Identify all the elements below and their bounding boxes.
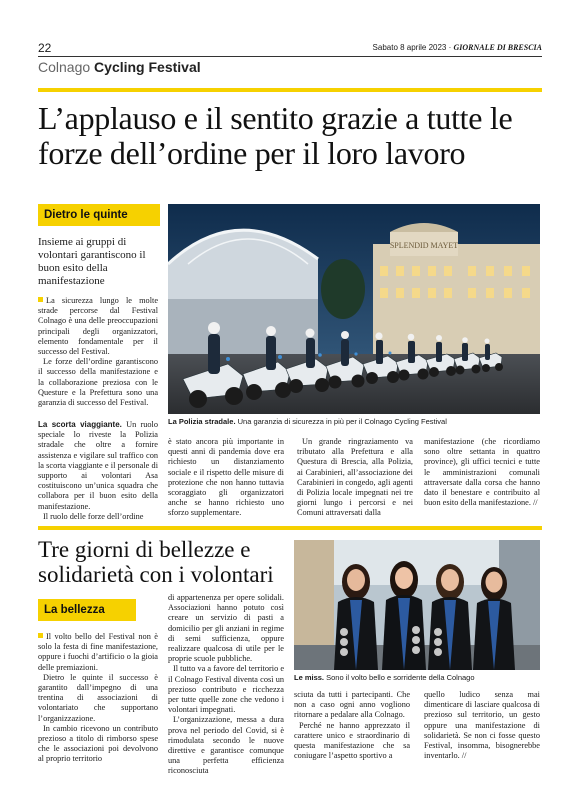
miss-portrait-image xyxy=(294,540,540,670)
article1-subtitle: Insieme ai gruppi di volontari garantiscono il buon esito della manifestazione xyxy=(38,236,146,287)
article2-caption: Le miss. Sono il volto bello e sorridente della Colnago xyxy=(294,673,475,682)
article1-caption: La Polizia stradale. Una garanzia di sicurezza in più per il Colnago Cycling Festival xyxy=(168,417,447,426)
article1-photo xyxy=(168,204,540,414)
article2-p2: Dietro le quinte il successo è garantito dall’impegno di una trentina di associazioni di volontariato che supportano l’organizzazione. xyxy=(38,672,158,723)
article1-column-3: Un grande ringraziamento va tributato alla Prefettura e alla Questura di Brescia, alla Polizia, ai Carabinieri, all’associazione dei Carabinieri in congedo, agli agenti di Polizia locale impegnati nei tre giorni lungo i percorsi e nei Comuni attraversati dalla xyxy=(297,437,413,518)
article1-p2: Le forze dell’ordine garantiscono il successo della manifestazione e la collaborazione preziosa con le Questure e la Prefettura sono una garanzia di successo del Festival. xyxy=(38,357,158,408)
hotel-sign-text: SPLENDID MAYET xyxy=(389,241,459,250)
page-number: 22 xyxy=(38,41,52,55)
article1-column-1b xyxy=(38,420,158,522)
article1-p1: La sicurezza lungo le molte strade percorse dal Festival Colnago è una delle preoccupazioni principali degli organizzatori, elemento fondamentale per il successo del Festival. xyxy=(38,296,158,357)
article2-kicker: La bellezza xyxy=(38,599,136,621)
article2-photo xyxy=(294,540,540,670)
accent-bar-middle xyxy=(38,526,542,530)
article2-headline: Tre giorni di bellezze e solidarietà con i volontari xyxy=(38,537,274,587)
article2-column-1 xyxy=(38,632,158,765)
bullet-square-icon xyxy=(38,633,43,638)
section-title xyxy=(38,59,201,75)
newspaper-name: GIORNALE DI BRESCIA xyxy=(453,43,542,52)
article1-p3: La scorta viaggiante. Un ruolo speciale lo riveste la Polizia stradale che oltre a fornire assistenza e vigilare sul traffico con la scorta viaggiante e il personale di supporto ai volontari Asa costituiscono un’unica squadra che collabora per il buon esito della manifestazione. xyxy=(38,420,158,511)
police-motorcycles-image xyxy=(168,204,540,414)
section-title-a: Colnago xyxy=(38,59,91,75)
date-separator: · xyxy=(448,43,452,52)
article2-column-3: sciuta da tutti i partecipanti. Che non a caso ogni anno vogliono ritornare a pedalare alla Colnago. Perché ne hanno apprezzato il carattere unico e straordinario di questa manifestazione che sa coniugare l’aspetto sportivo a xyxy=(294,690,410,761)
date-text: Sabato 8 aprile 2023 xyxy=(372,43,447,52)
article1-p4: Il ruolo delle forze dell’ordine xyxy=(43,511,144,521)
article1-headline: L’applauso e il sentito grazie a tutte le forze dell’ordine per il loro lavoro xyxy=(38,100,513,171)
header-rule xyxy=(38,56,542,57)
bullet-square-icon xyxy=(38,297,43,302)
article2-column-2: di appartenenza per opere solidali. Associazioni hanno potuto così creare un servizio di pasti a domicilio per gli anziani in regime di semi sufficienza, oppure realizzare qualcosa di utile per le proprie scuole pubbliche. Il tutto va a favore del territorio e il Colnago Festival diventa così un prezioso contributo e ricchezza per tutte quelle zone che vedono i volontari impegnati. L’organizzazione, messa a dura prova nel periodo del Covid, si è rimodulata secondo le nuove direttive e garantisce comunque una perfetta efficienza riconosciuta xyxy=(168,593,284,776)
article1-column-2: è stato ancora più importante in questi anni di pandemia dove era richiesto un distanziamento sociale e il rispetto delle misure di protezione che non hanno tuttavia scoraggiato gli organizzatori anche se hanno richiesto uno sforzo supplementare. xyxy=(168,437,284,518)
article2-p3: In cambio ricevono un contributo prezioso a titolo di rimborso spese che le associazioni poi devolvono al proprio territorio xyxy=(38,723,158,764)
article1-kicker: Dietro le quinte xyxy=(38,204,160,226)
page-date xyxy=(373,43,542,52)
section-title-b: Cycling Festival xyxy=(94,59,201,75)
article1-column-4: manifestazione (che ricordiamo sono oltre settanta in quattro province), gli uffici tecnici e tutte le amministrazioni comunali attraversate dalla corsa che hanno dato il benestare e contribuito al buon esito della manifestazione. // xyxy=(424,437,540,508)
article1-column-1 xyxy=(38,296,158,408)
article2-p1: Il volto bello del Festival non è solo la festa di fine manifestazione, oppure i fuochi d’artificio o la gioia delle premiazioni. xyxy=(38,632,158,672)
article2-column-4: quello ludico senza mai dimenticare di lasciare qualcosa di prezioso sul territorio, un gesto oppure una manifestazione di solidarietà. Se non ci fosse questo Festival, insomma, bisognerebbe inventarlo. // xyxy=(424,690,540,761)
accent-bar-top xyxy=(38,88,542,92)
